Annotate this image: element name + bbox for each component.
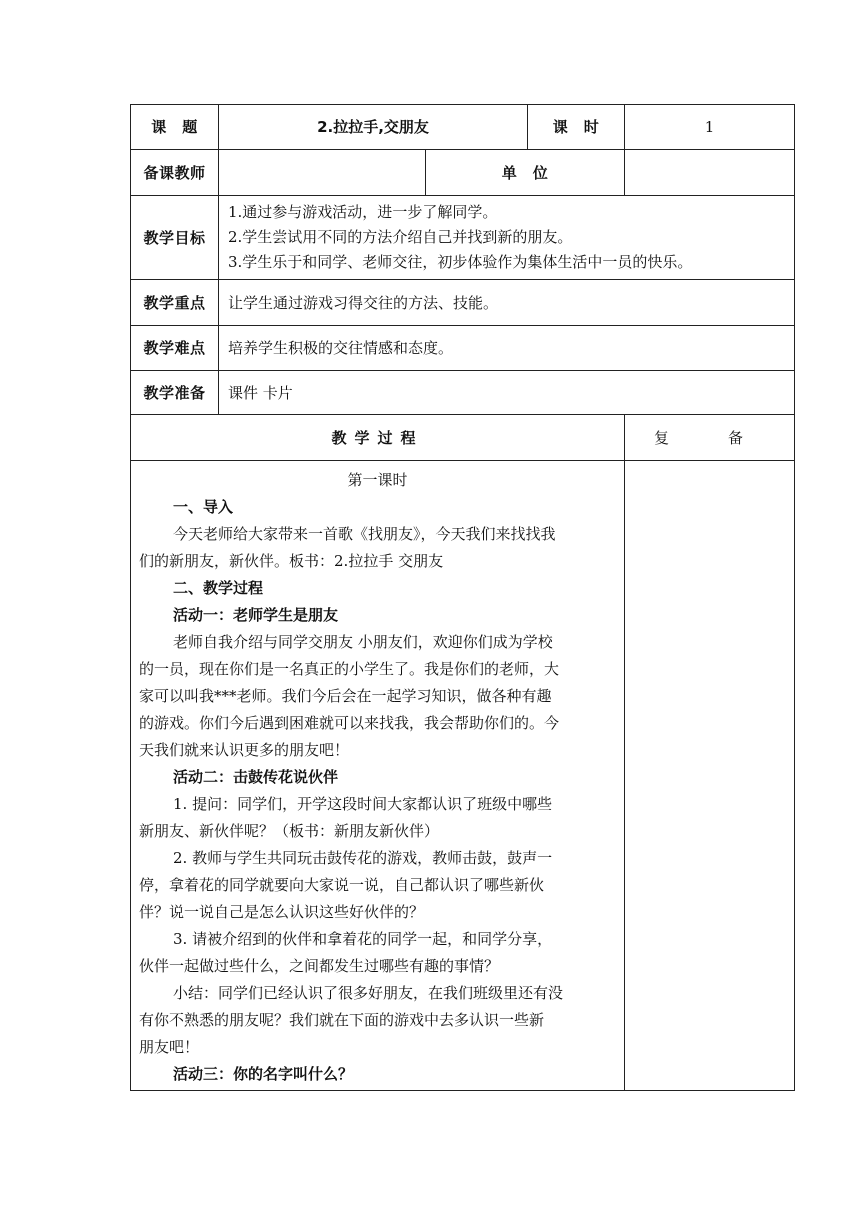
- paragraph-line: 新朋友、新伙伴呢？（板书：新朋友新伙伴）: [139, 822, 440, 840]
- teacher-value: [219, 150, 426, 196]
- activity-heading: 活动三：你的名字叫什么？: [173, 1065, 354, 1083]
- paragraph-line: 老师自我介绍与同学交朋友 小朋友们，欢迎你们成为学校: [173, 633, 553, 651]
- unit-value: [625, 150, 795, 196]
- paragraph-line: 的一员，现在你们是一名真正的小学生了。我是你们的老师，大: [139, 660, 560, 678]
- paragraph-line: 今天老师给大家带来一首歌《找朋友》，今天我们来找找我: [173, 525, 556, 543]
- difficulty-row: [131, 326, 795, 371]
- goals-list: [219, 196, 795, 280]
- section-heading: 二、教学过程: [173, 579, 264, 597]
- lesson-plan-table: [130, 104, 795, 1091]
- preparation-row: [131, 371, 795, 415]
- preparation-value: 课件 卡片: [219, 371, 795, 415]
- difficulty-label: 教学难点: [131, 326, 219, 371]
- activity-heading: 活动二：击鼓传花说伙伴: [173, 768, 339, 786]
- review-header: 复 备: [625, 415, 795, 461]
- topic-value: 2.拉拉手,交朋友: [219, 105, 528, 150]
- paragraph-line: 停，拿着花的同学就要向大家说一说，自己都认识了哪些新伙: [139, 876, 545, 894]
- paragraph-line: 有你不熟悉的朋友呢？我们就在下面的游戏中去多认识一些新: [139, 1011, 545, 1029]
- process-header: 教学过程: [131, 415, 625, 461]
- hours-label: 课 时: [528, 105, 625, 150]
- paragraph-line: 1. 提问：同学们，开学这段时间大家都认识了班级中哪些: [173, 795, 553, 813]
- goal-item: 3.学生乐于和同学、老师交往，初步体验作为集体生活中一员的快乐。: [228, 253, 693, 271]
- unit-label: 单 位: [426, 150, 625, 196]
- lesson-period-title: 第一课时: [347, 471, 408, 489]
- paragraph-line: 朋友吧！: [139, 1038, 200, 1056]
- key-point-value: 让学生通过游戏习得交往的方法、技能。: [219, 280, 795, 326]
- hours-value: 1: [625, 105, 795, 150]
- goal-item: 2.学生尝试用不同的方法介绍自己并找到新的朋友。: [228, 228, 573, 246]
- paragraph-line: 的游戏。你们今后遇到困难就可以来找我，我会帮助你们的。今: [139, 714, 560, 732]
- paragraph-line: 家可以叫我***老师。我们今后会在一起学习知识，做各种有趣: [139, 687, 552, 705]
- key-point-label: 教学重点: [131, 280, 219, 326]
- difficulty-value: 培养学生积极的交往情感和态度。: [219, 326, 795, 371]
- activity-heading: 活动一：老师学生是朋友: [173, 606, 339, 624]
- key-point-row: [131, 280, 795, 326]
- review-content: [625, 461, 795, 1091]
- paragraph-line: 伙伴一起做过些什么，之间都发生过哪些有趣的事情？: [139, 957, 500, 975]
- topic-row: [131, 105, 795, 150]
- goals-row: [131, 196, 795, 280]
- process-content: [131, 461, 625, 1091]
- goals-label: 教学目标: [131, 196, 219, 280]
- paragraph-line: 小结：同学们已经认识了很多好朋友，在我们班级里还有没: [173, 984, 564, 1002]
- preparation-label: 教学准备: [131, 371, 219, 415]
- section-heading: 一、导入: [173, 498, 234, 516]
- paragraph-line: 伴？说一说自己是怎么认识这些好伙伴的？: [139, 903, 425, 921]
- paragraph-line: 天我们就来认识更多的朋友吧！: [139, 741, 350, 759]
- paragraph-line: 2. 教师与学生共同玩击鼓传花的游戏，教师击鼓，鼓声一: [173, 849, 553, 867]
- process-header-row: [131, 415, 795, 461]
- process-row: [131, 461, 795, 1091]
- goal-item: 1.通过参与游戏活动，进一步了解同学。: [228, 203, 498, 221]
- teacher-row: [131, 150, 795, 196]
- paragraph-line: 们的新朋友，新伙伴。板书：2.拉拉手 交朋友: [139, 552, 444, 570]
- paragraph-line: 3. 请被介绍到的伙伴和拿着花的同学一起，和同学分享，: [173, 930, 553, 948]
- topic-label: 课 题: [131, 105, 219, 150]
- teacher-label: 备课教师: [131, 150, 219, 196]
